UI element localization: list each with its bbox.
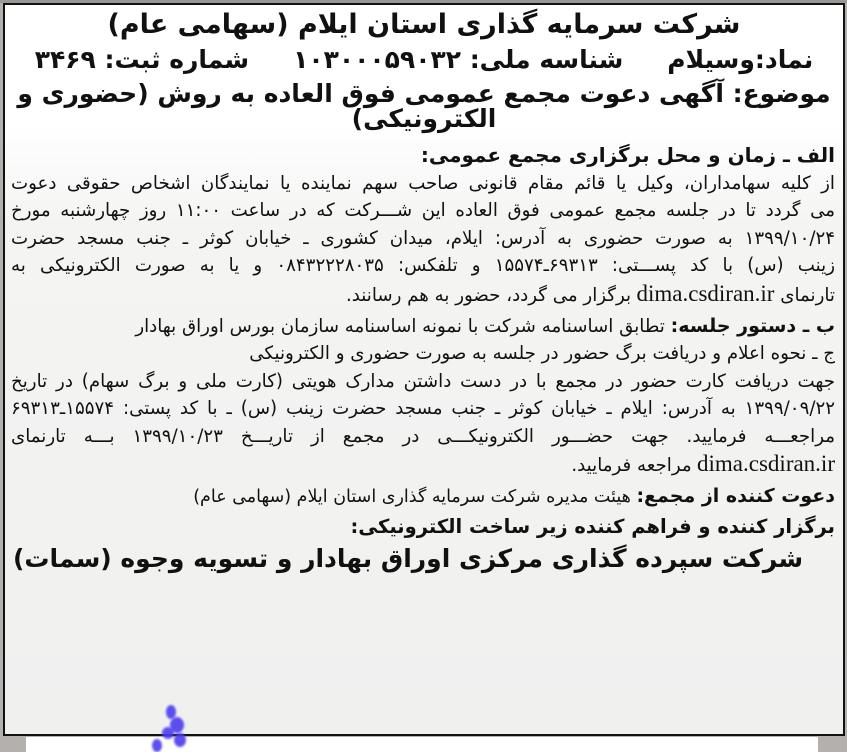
section-a-line — [11, 280, 835, 307]
inviter — [11, 481, 835, 512]
notice-header — [5, 11, 843, 131]
section-b-text: تطابق اساسنامه شرکت با نمونه اساسنامه سازمان بورس اوراق بهادار — [135, 315, 671, 337]
registration-number: شماره ثبت: ۳۴۶۹ — [34, 45, 250, 74]
notice-subject: موضوع: آگهی دعوت مجمع عمومی فوق العاده به روش (حضوری و الکترونیکی) — [17, 79, 831, 133]
section-a-line: می گردد تا در جلسه مجمع عمومی فوق العاده این شـــرکت که در ساعت ۱۱:۰۰ روز چهارشنبه مورخ — [11, 200, 835, 222]
website-link[interactable]: dima.csdiran.ir — [697, 450, 835, 476]
inviter-label: دعوت کننده از مجمع: — [636, 485, 835, 508]
company-identifiers — [5, 47, 843, 72]
provider-name: شرکت سپرده گذاری مرکزی اوراق بهادار و تسویه وجوه (سمات) — [13, 544, 804, 574]
stock-symbol: نماد:وسیلام — [667, 45, 814, 74]
section-b — [11, 313, 835, 340]
section-a-website-prefix: تارنمای — [774, 284, 835, 306]
company-title: شرکت سرمایه گذاری استان ایلام (سهامی عام) — [107, 9, 741, 40]
notice-box — [3, 3, 845, 736]
section-b-label: ب ـ دستور جلسه: — [670, 314, 835, 337]
section-a-line: ۱۳۹۹/۱۰/۲۴ به صورت حضوری به آدرس: ایلام، میدان کشوری ـ خیابان کوثر ـ جنب مسجد حضرت — [11, 227, 835, 249]
section-a-line: از کلیه سهامداران، وکیل یا قائم مقام قانونی صاحب سهم نماینده یا نمایندگان اشخاص حقوقی دعوت — [11, 173, 835, 194]
section-a-line: زینب (س) با کد پســـتی: ۶۹۳۱۳ـ۱۵۵۷۴ و تلفکس: ۰۸۴۳۲۲۲۸۰۳۵ و یا به صورت الکترونیکی به — [11, 255, 835, 277]
section-c-line: جهت دریافت کارت حضور در مجمع با در دست داشتن مدارک هویتی (کارت ملی و برگ سهام) در تاریخ — [11, 370, 835, 392]
national-id: شناسه ملی: ۱۰۳۰۰۰۵۹۰۳۲ — [293, 45, 624, 74]
organizer-label: برگزار کننده و فراهم کننده زیر ساخت الکترونیکی: — [350, 515, 835, 539]
section-c-line — [11, 450, 835, 477]
inviter-value: هیئت مدیره شرکت سرمایه گذاری استان ایلام (سهامی عام) — [193, 487, 637, 508]
notice-body — [5, 141, 843, 477]
section-c-line: ۱۳۹۹/۰۹/۲۲ به آدرس: ایلام ـ خیابان کوثر ـ جنب مسجد حضرت زینب (س) ـ با کد پستی: ۱۵۵۷۴ـ۶۹۳۱۳ — [11, 398, 835, 420]
next-page-strip — [26, 737, 818, 752]
section-c-website-suffix: مراجعه فرمایید. — [571, 454, 698, 476]
section-a-website-suffix: برگزار می گردد، حضور به هم رسانند. — [345, 284, 637, 306]
website-link[interactable]: dima.csdiran.ir — [636, 280, 775, 306]
section-c-heading: ج ـ نحوه اعلام و دریافت برگ حضور در جلسه به صورت حضوری و الکترونیکی — [249, 343, 835, 365]
section-c-line: مراجعـــه فرمایید. جهت حضـــور الکترونیکـــی در مجمع از تاریـــخ ۱۳۹۹/۱۰/۲۳ بـــه تارنمای — [11, 425, 835, 447]
notice-footer — [5, 481, 843, 576]
ink-stain-icon — [150, 705, 190, 752]
section-a-heading: الف ـ زمان و محل برگزاری مجمع عمومی: — [420, 143, 835, 167]
